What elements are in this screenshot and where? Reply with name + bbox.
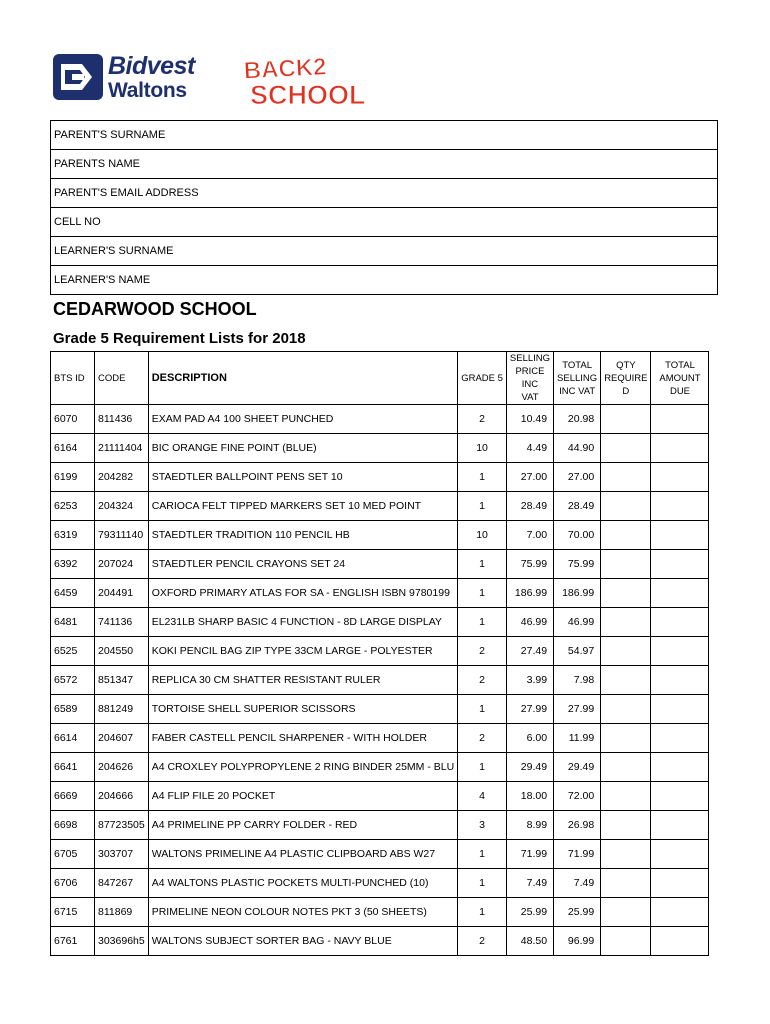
header-price-l3: VAT: [521, 392, 539, 403]
grade-qty-cell: 2: [458, 666, 507, 695]
table-row: [51, 782, 709, 811]
qty-required-cell[interactable]: [601, 695, 651, 724]
grade-qty-cell: 1: [458, 869, 507, 898]
total-amount-due-cell[interactable]: [651, 724, 709, 753]
description-cell: OXFORD PRIMARY ATLAS FOR SA - ENGLISH ISBN 9780199: [148, 579, 457, 608]
table-row: [51, 579, 709, 608]
parent-info-table: [50, 120, 718, 295]
header-total-l1: TOTAL: [562, 359, 592, 371]
company-name-line2: Waltons: [108, 79, 187, 102]
grade-qty-cell: 1: [458, 492, 507, 521]
description-cell: A4 WALTONS PLASTIC POCKETS MULTI-PUNCHED (10): [148, 869, 457, 898]
total-selling-cell: 96.99: [554, 927, 601, 956]
school-name: CEDARWOOD SCHOOL: [53, 299, 257, 319]
code-cell: 204607: [95, 724, 149, 753]
bts-id-cell: 6669: [51, 782, 95, 811]
total-selling-cell: 25.99: [554, 898, 601, 927]
qty-required-cell[interactable]: [601, 637, 651, 666]
bts-id-cell: 6459: [51, 579, 95, 608]
bts-id-cell: 6706: [51, 869, 95, 898]
table-row: [51, 724, 709, 753]
total-amount-due-cell[interactable]: [651, 579, 709, 608]
total-amount-due-cell[interactable]: [651, 463, 709, 492]
description-cell: FABER CASTELL PENCIL SHARPENER - WITH HOLDER: [148, 724, 457, 753]
table-row: [51, 927, 709, 956]
grade-qty-cell: 1: [458, 753, 507, 782]
grade-qty-cell: 1: [458, 550, 507, 579]
header-qty-required: [601, 352, 651, 405]
parent-info-label[interactable]: LEARNER'S SURNAME: [51, 237, 718, 266]
requirements-table: [50, 351, 709, 956]
total-selling-cell: 27.00: [554, 463, 601, 492]
code-cell: 204324: [95, 492, 149, 521]
bts-id-cell: 6572: [51, 666, 95, 695]
grade-qty-cell: 2: [458, 724, 507, 753]
code-cell: 204550: [95, 637, 149, 666]
total-selling-cell: 75.99: [554, 550, 601, 579]
qty-required-cell[interactable]: [601, 608, 651, 637]
total-amount-due-cell[interactable]: [651, 927, 709, 956]
grade-qty-cell: 2: [458, 405, 507, 434]
code-cell: 847267: [95, 869, 149, 898]
code-cell: 881249: [95, 695, 149, 724]
selling-price-cell: 75.99: [506, 550, 553, 579]
total-selling-cell: 46.99: [554, 608, 601, 637]
total-amount-due-cell[interactable]: [651, 898, 709, 927]
total-selling-cell: 27.99: [554, 695, 601, 724]
code-cell: 303707: [95, 840, 149, 869]
qty-required-cell[interactable]: [601, 550, 651, 579]
bidvest-waltons-logo: [52, 52, 222, 104]
code-cell: 204491: [95, 579, 149, 608]
selling-price-cell: 4.49: [506, 434, 553, 463]
total-amount-due-cell[interactable]: [651, 782, 709, 811]
qty-required-cell[interactable]: [601, 869, 651, 898]
header-total-l2: SELLING: [557, 372, 598, 384]
list-title: Grade 5 Requirement Lists for 2018: [53, 330, 306, 347]
code-cell: 303696h5: [95, 927, 149, 956]
bts-id-cell: 6253: [51, 492, 95, 521]
total-amount-due-cell[interactable]: [651, 521, 709, 550]
total-amount-due-cell[interactable]: [651, 869, 709, 898]
parent-info-label[interactable]: PARENT'S SURNAME: [51, 121, 718, 150]
description-cell: REPLICA 30 CM SHATTER RESISTANT RULER: [148, 666, 457, 695]
bts-id-cell: 6070: [51, 405, 95, 434]
selling-price-cell: 7.00: [506, 521, 553, 550]
table-row: [51, 840, 709, 869]
selling-price-cell: 25.99: [506, 898, 553, 927]
bts-id-cell: 6319: [51, 521, 95, 550]
header-total-amount-due: [651, 352, 709, 405]
selling-price-cell: 71.99: [506, 840, 553, 869]
parent-info-row: [51, 150, 718, 179]
qty-required-cell[interactable]: [601, 927, 651, 956]
description-cell: CARIOCA FELT TIPPED MARKERS SET 10 MED POINT: [148, 492, 457, 521]
total-amount-due-cell[interactable]: [651, 753, 709, 782]
header-grade: GRADE 5: [458, 352, 507, 405]
table-row: [51, 550, 709, 579]
total-selling-cell: 71.99: [554, 840, 601, 869]
company-name-line1: Bidvest: [108, 52, 195, 80]
header-amount-l3: DUE: [669, 385, 691, 397]
grade-qty-cell: 1: [458, 695, 507, 724]
total-amount-due-cell[interactable]: [651, 608, 709, 637]
grade-qty-cell: 2: [458, 927, 507, 956]
bts-id-cell: 6641: [51, 753, 95, 782]
grade-qty-cell: 1: [458, 463, 507, 492]
bts-id-cell: 6705: [51, 840, 95, 869]
grade-qty-cell: 1: [458, 898, 507, 927]
total-amount-due-cell[interactable]: [651, 811, 709, 840]
description-cell: A4 PRIMELINE PP CARRY FOLDER - RED: [148, 811, 457, 840]
header-qty-l2: REQUIRE: [604, 372, 648, 384]
table-row: [51, 521, 709, 550]
header-bts-id: BTS ID: [51, 352, 95, 405]
code-cell: 811436: [95, 405, 149, 434]
total-selling-cell: 28.49: [554, 492, 601, 521]
qty-required-cell[interactable]: [601, 492, 651, 521]
bidvest-arrow-icon: [52, 52, 104, 102]
qty-required-cell[interactable]: [601, 579, 651, 608]
table-row: [51, 811, 709, 840]
total-amount-due-cell[interactable]: [651, 666, 709, 695]
qty-required-cell[interactable]: [601, 898, 651, 927]
parent-info-row: [51, 179, 718, 208]
selling-price-cell: 6.00: [506, 724, 553, 753]
qty-required-cell[interactable]: [601, 434, 651, 463]
code-cell: 21111404: [95, 434, 149, 463]
parent-info-label[interactable]: PARENT'S EMAIL ADDRESS: [51, 179, 718, 208]
description-cell: STAEDTLER PENCIL CRAYONS SET 24: [148, 550, 457, 579]
bts-id-cell: 6199: [51, 463, 95, 492]
selling-price-cell: 27.00: [506, 463, 553, 492]
total-selling-cell: 44.90: [554, 434, 601, 463]
selling-price-cell: 27.99: [506, 695, 553, 724]
parent-info-label[interactable]: CELL NO: [51, 208, 718, 237]
selling-price-cell: 10.49: [506, 405, 553, 434]
selling-price-cell: 48.50: [506, 927, 553, 956]
description-cell: EXAM PAD A4 100 SHEET PUNCHED: [148, 405, 457, 434]
total-amount-due-cell[interactable]: [651, 405, 709, 434]
header-total-l3: INC VAT: [559, 385, 596, 397]
description-cell: WALTONS PRIMELINE A4 PLASTIC CLIPBOARD ABS W27: [148, 840, 457, 869]
header-amount-l1: TOTAL: [665, 359, 695, 371]
description-cell: KOKI PENCIL BAG ZIP TYPE 33CM LARGE - POLYESTER: [148, 637, 457, 666]
grade-qty-cell: 1: [458, 579, 507, 608]
parent-info-row: [51, 237, 718, 266]
bts-id-cell: 6614: [51, 724, 95, 753]
code-cell: 204282: [95, 463, 149, 492]
bts-id-cell: 6761: [51, 927, 95, 956]
bts-id-cell: 6392: [51, 550, 95, 579]
qty-required-cell[interactable]: [601, 463, 651, 492]
header-total-selling: [554, 352, 601, 405]
total-amount-due-cell[interactable]: [651, 434, 709, 463]
table-row: [51, 753, 709, 782]
total-selling-cell: 186.99: [554, 579, 601, 608]
description-cell: PRIMELINE NEON COLOUR NOTES PKT 3 (50 SHEETS): [148, 898, 457, 927]
back-to-school-logo: [236, 52, 398, 110]
description-cell: BIC ORANGE FINE POINT (BLUE): [148, 434, 457, 463]
total-selling-cell: 70.00: [554, 521, 601, 550]
header-qty-l1: QTY: [616, 359, 636, 371]
code-cell: 811869: [95, 898, 149, 927]
selling-price-cell: 28.49: [506, 492, 553, 521]
total-selling-cell: 20.98: [554, 405, 601, 434]
code-cell: 204626: [95, 753, 149, 782]
qty-required-cell[interactable]: [601, 405, 651, 434]
total-selling-cell: 26.98: [554, 811, 601, 840]
bts-id-cell: 6698: [51, 811, 95, 840]
description-cell: A4 FLIP FILE 20 POCKET: [148, 782, 457, 811]
table-row: [51, 898, 709, 927]
table-row: [51, 405, 709, 434]
header-amount-l2: AMOUNT: [659, 372, 701, 384]
qty-required-cell[interactable]: [601, 782, 651, 811]
campaign-line2: SCHOOL: [250, 80, 366, 110]
total-amount-due-cell[interactable]: [651, 695, 709, 724]
selling-price-cell: 186.99: [506, 579, 553, 608]
description-cell: A4 CROXLEY POLYPROPYLENE 2 RING BINDER 25MM - BLU: [148, 753, 457, 782]
parent-info-row: [51, 208, 718, 237]
total-selling-cell: 7.98: [554, 666, 601, 695]
selling-price-cell: 27.49: [506, 637, 553, 666]
bts-id-cell: 6589: [51, 695, 95, 724]
table-row: [51, 434, 709, 463]
table-row: [51, 492, 709, 521]
parent-info-label[interactable]: PARENTS NAME: [51, 150, 718, 179]
header-price-l1: SELLING: [509, 353, 551, 364]
parent-info-row: [51, 121, 718, 150]
bts-id-cell: 6525: [51, 637, 95, 666]
qty-required-cell[interactable]: [601, 840, 651, 869]
description-cell: STAEDTLER BALLPOINT PENS SET 10: [148, 463, 457, 492]
parent-info-label[interactable]: LEARNER'S NAME: [51, 266, 718, 295]
bts-id-cell: 6715: [51, 898, 95, 927]
grade-qty-cell: 3: [458, 811, 507, 840]
selling-price-cell: 3.99: [506, 666, 553, 695]
code-cell: 851347: [95, 666, 149, 695]
selling-price-cell: 7.49: [506, 869, 553, 898]
bts-id-cell: 6481: [51, 608, 95, 637]
table-row: [51, 463, 709, 492]
header-selling-price: [506, 352, 553, 405]
code-cell: 741136: [95, 608, 149, 637]
code-cell: 79311140: [95, 521, 149, 550]
table-row: [51, 666, 709, 695]
qty-required-cell[interactable]: [601, 811, 651, 840]
grade-qty-cell: 1: [458, 608, 507, 637]
table-row: [51, 637, 709, 666]
header-price-l2: PRICE INC: [515, 366, 545, 390]
parent-info-row: [51, 266, 718, 295]
grade-qty-cell: 10: [458, 521, 507, 550]
table-header-row: [51, 352, 709, 405]
bts-id-cell: 6164: [51, 434, 95, 463]
grade-qty-cell: 1: [458, 840, 507, 869]
table-row: [51, 608, 709, 637]
total-amount-due-cell[interactable]: [651, 840, 709, 869]
table-row: [51, 869, 709, 898]
header-description: DESCRIPTION: [148, 352, 457, 405]
code-cell: 87723505: [95, 811, 149, 840]
table-row: [51, 695, 709, 724]
total-selling-cell: 29.49: [554, 753, 601, 782]
description-cell: STAEDTLER TRADITION 110 PENCIL HB: [148, 521, 457, 550]
total-amount-due-cell[interactable]: [651, 550, 709, 579]
total-amount-due-cell[interactable]: [651, 492, 709, 521]
grade-qty-cell: 4: [458, 782, 507, 811]
total-selling-cell: 72.00: [554, 782, 601, 811]
description-cell: EL231LB SHARP BASIC 4 FUNCTION - 8D LARGE DISPLAY: [148, 608, 457, 637]
selling-price-cell: 46.99: [506, 608, 553, 637]
code-cell: 207024: [95, 550, 149, 579]
grade-qty-cell: 10: [458, 434, 507, 463]
total-selling-cell: 54.97: [554, 637, 601, 666]
qty-required-cell[interactable]: [601, 521, 651, 550]
selling-price-cell: 29.49: [506, 753, 553, 782]
selling-price-cell: 8.99: [506, 811, 553, 840]
qty-required-cell[interactable]: [601, 666, 651, 695]
selling-price-cell: 18.00: [506, 782, 553, 811]
qty-required-cell[interactable]: [601, 753, 651, 782]
total-amount-due-cell[interactable]: [651, 637, 709, 666]
grade-qty-cell: 2: [458, 637, 507, 666]
qty-required-cell[interactable]: [601, 724, 651, 753]
header-qty-l3: D: [622, 385, 630, 397]
description-cell: WALTONS SUBJECT SORTER BAG - NAVY BLUE: [148, 927, 457, 956]
campaign-line1: BACK2: [243, 53, 328, 85]
description-cell: TORTOISE SHELL SUPERIOR SCISSORS: [148, 695, 457, 724]
code-cell: 204666: [95, 782, 149, 811]
header-code: CODE: [95, 352, 149, 405]
total-selling-cell: 11.99: [554, 724, 601, 753]
total-selling-cell: 7.49: [554, 869, 601, 898]
